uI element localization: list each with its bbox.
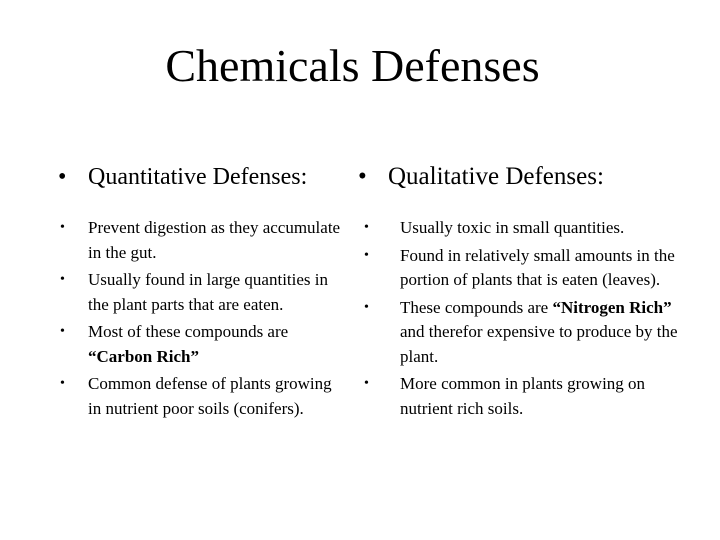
list-item: • More common in plants growing on nutrient rich soils. [364, 374, 646, 418]
bullet-icon: • [358, 163, 367, 190]
list-item: • Prevent digestion as they accumulate in the gut. [60, 218, 341, 262]
qualitative-column [358, 160, 678, 424]
quantitative-column [58, 160, 348, 424]
bullet-icon: • [364, 376, 369, 391]
bullet-icon: • [364, 247, 369, 263]
nitrogen-rich-term: “Nitrogen Rich” [552, 297, 672, 317]
qualitative-heading [358, 160, 678, 194]
quantitative-heading-text: Quantitative Defenses: [88, 164, 308, 190]
bullet-icon: • [60, 220, 65, 235]
qualitative-list [358, 216, 678, 421]
bullet-icon: • [60, 272, 65, 287]
list-item: • Most of these compounds are “Carbon Rich” [60, 322, 289, 366]
list-item: • Found in relatively small amounts in the portion of plants that is eaten (leaves). [364, 245, 675, 289]
bullet-icon: • [364, 220, 369, 235]
list-item: • These compounds are “Nitrogen Rich” and therefor expensive to produce by the plant. [364, 297, 678, 366]
bullet-icon: • [60, 376, 65, 391]
list-item: • Usually toxic in small quantities. [358, 216, 678, 241]
bullet-icon: • [60, 324, 65, 339]
list-item: • Common defense of plants growing in nutrient poor soils (conifers). [60, 374, 332, 418]
bullet-icon: • [58, 164, 67, 190]
carbon-rich-term: “Carbon Rich” [88, 346, 199, 366]
quantitative-list [58, 216, 348, 421]
qualitative-heading-text: Qualitative Defenses: [388, 163, 604, 190]
quantitative-heading [58, 160, 348, 194]
list-item: • Usually found in large quantities in the plant parts that are eaten. [60, 270, 329, 314]
bullet-icon: • [364, 299, 369, 315]
slide-title: Chemicals Defenses [165, 40, 540, 91]
